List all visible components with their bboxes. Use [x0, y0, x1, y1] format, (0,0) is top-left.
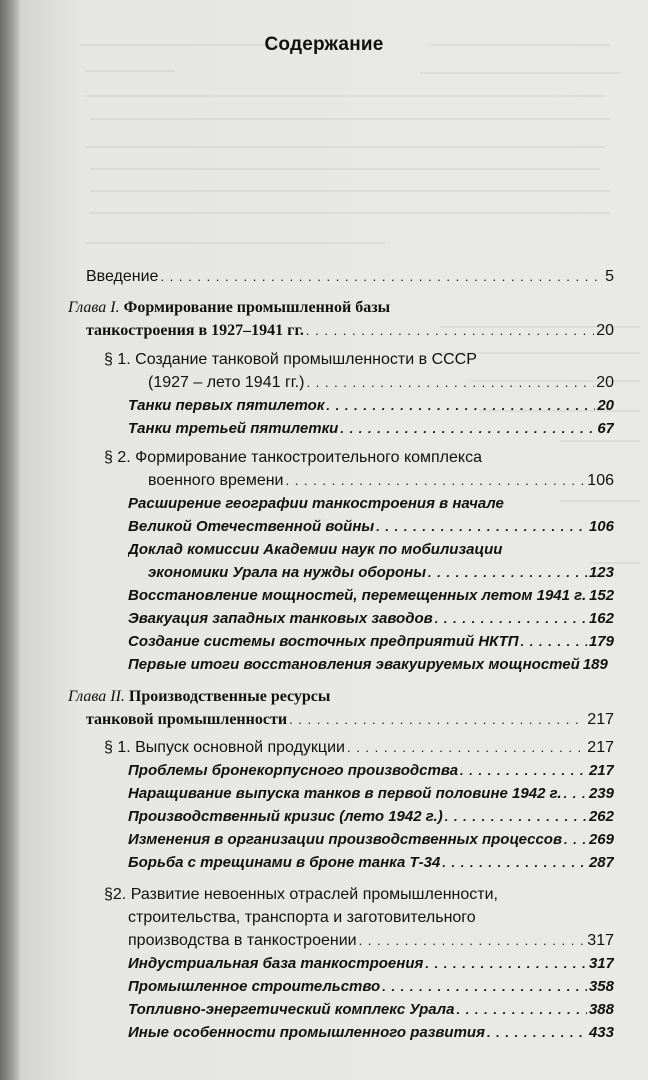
toc-entry-label: Эвакуация западных танковых заводов [128, 610, 433, 627]
chapter-heading [68, 686, 628, 708]
toc-entry [86, 709, 614, 731]
toc-entry [128, 608, 614, 630]
leader-dots [460, 760, 587, 782]
section-heading [104, 349, 624, 371]
leader-dots [289, 709, 585, 731]
toc-entry [86, 266, 614, 288]
toc-entry-label: Первые итоги восстановления эвакуируемых мощностей [128, 656, 580, 673]
toc-entry [128, 516, 614, 538]
toc-entry [148, 562, 614, 584]
leader-dots [359, 930, 586, 952]
toc-entry-label: Восстановление мощностей, перемещенных летом 1941 г. [128, 587, 587, 604]
leader-dots [456, 999, 586, 1021]
toc-entry [128, 395, 614, 417]
toc-entry [128, 976, 614, 998]
toc-entry-label: Расширение географии танкостроения в начале [128, 495, 504, 512]
toc-entry-page: 106 [588, 518, 614, 535]
toc-entry-label: Иные особенности промышленного развития [128, 1024, 485, 1041]
toc-entry-page: 217 [587, 711, 614, 728]
toc-entry-page: 123 [588, 564, 614, 581]
toc-entry-label: Доклад комиссии Академии наук по мобилизации [128, 541, 503, 558]
toc-entry [128, 852, 614, 874]
section-title-cont: (1927 – лето 1941 гг.) [148, 374, 305, 391]
leader-dots [445, 806, 587, 828]
toc-entry-page: 358 [588, 978, 614, 995]
section-title-cont: военного времени [148, 472, 284, 489]
chapter-title: Производственные ресурсы [128, 688, 331, 705]
leader-dots [347, 737, 585, 759]
toc-entry-page: 317 [588, 955, 614, 972]
toc-entry-label: Танки третьей пятилетки [128, 420, 339, 437]
toc-entry-label: Танки первых пятилеток [128, 397, 325, 414]
leader-dots [564, 829, 587, 851]
leader-dots [285, 470, 585, 492]
toc-entry-label: Борьба с трещинами в броне танка Т-34 [128, 854, 441, 871]
toc-entry [148, 372, 614, 394]
toc-entry [128, 806, 614, 828]
toc-entry [128, 930, 614, 952]
toc-entry-page: 189 [582, 656, 608, 673]
leader-dots [382, 976, 587, 998]
toc-entry [128, 631, 614, 653]
toc-entry [128, 418, 614, 440]
toc-entry-line [128, 493, 628, 515]
toc-entry-page: 20 [597, 397, 614, 414]
section-title: § 2. Формирование танкостроительного комплекса [104, 449, 482, 466]
toc-entry [148, 470, 614, 492]
chapter-title: Формирование промышленной базы [123, 299, 391, 316]
toc-entry-label: Топливно-энергетический комплекс Урала [128, 1001, 455, 1018]
section-heading [104, 884, 624, 906]
leader-dots [326, 395, 595, 417]
toc-entry-page: 152 [589, 587, 614, 604]
chapter-number: Глава I. [68, 299, 120, 316]
toc-entry [128, 760, 614, 782]
toc-entry-page: 179 [588, 633, 614, 650]
toc-entry-label: Производственный кризис (лето 1942 г.) [128, 808, 443, 825]
leader-dots [428, 562, 587, 584]
toc-entry-page: 20 [596, 374, 614, 391]
leader-dots [435, 608, 587, 630]
toc-entry-label: Индустриальная база танкостроения [128, 955, 424, 972]
toc-entry-page: 217 [588, 762, 614, 779]
section-title-cont: строительства, транспорта и заготовительного [128, 909, 476, 926]
toc-entry-label: Изменения в организации производственных процессов [128, 831, 563, 848]
section-title: § 1. Создание танковой промышленности в СССР [104, 351, 477, 368]
chapter-heading [68, 297, 628, 319]
toc-entry [128, 783, 614, 805]
toc-entry-page: 162 [588, 610, 614, 627]
toc-entry-page: 217 [587, 739, 614, 756]
toc-entry-label: Создание системы восточных предприятий НКТП [128, 633, 519, 650]
leader-dots [306, 320, 594, 342]
leader-dots [425, 953, 587, 975]
toc-entry-page: 317 [587, 932, 614, 949]
toc-entry-label: Наращивание выпуска танков в первой половине 1942 г. [128, 785, 562, 802]
toc-entry-label: Промышленное строительство [128, 978, 381, 995]
toc-entry [128, 953, 614, 975]
toc-entry-page: 239 [588, 785, 614, 802]
toc-entry [128, 1022, 614, 1044]
toc-entry-page: 20 [596, 322, 614, 339]
toc-entry-page: 287 [588, 854, 614, 871]
chapter-title-cont: танковой промышленности [86, 711, 288, 728]
leader-dots [340, 418, 595, 440]
section-title-cont: производства в танкостроении [128, 932, 357, 949]
leader-dots [521, 631, 587, 653]
toc-entry-label: Введение [86, 268, 159, 285]
toc-entry-page: 269 [588, 831, 614, 848]
toc-entry-page: 388 [588, 1001, 614, 1018]
section-heading [104, 447, 624, 469]
toc-entry [128, 999, 614, 1021]
chapter-title-cont: танкостроения в 1927–1941 гг. [86, 322, 304, 339]
toc-entry-page: 433 [588, 1024, 614, 1041]
chapter-number: Глава II. [68, 688, 125, 705]
toc-entry-page: 262 [588, 808, 614, 825]
toc-entry-page: 106 [587, 472, 614, 489]
toc-entry-page: 5 [605, 268, 614, 285]
toc-entry [128, 829, 614, 851]
toc-entry [86, 320, 614, 342]
leader-dots [442, 852, 587, 874]
leader-dots [160, 266, 603, 288]
toc-entry [104, 737, 614, 759]
toc-entry-label-cont: Великой Отечественной войны [128, 518, 375, 535]
page-title: Содержание [264, 34, 384, 55]
leader-dots [564, 783, 587, 805]
leader-dots [306, 372, 594, 394]
toc-entry [128, 585, 614, 607]
toc-entry-label-cont: экономики Урала на нужды обороны [148, 564, 427, 581]
toc-entry-label: Проблемы бронекорпусного производства [128, 762, 459, 779]
section-heading-line [128, 907, 628, 929]
toc-entry-page: 67 [597, 420, 614, 437]
leader-dots [376, 516, 587, 538]
toc-entry [128, 654, 614, 676]
toc-entry-line [128, 539, 628, 561]
section-title: §2. Развитие невоенных отраслей промышленности, [104, 886, 498, 903]
leader-dots [487, 1022, 587, 1044]
section-title: § 1. Выпуск основной продукции [104, 739, 345, 756]
